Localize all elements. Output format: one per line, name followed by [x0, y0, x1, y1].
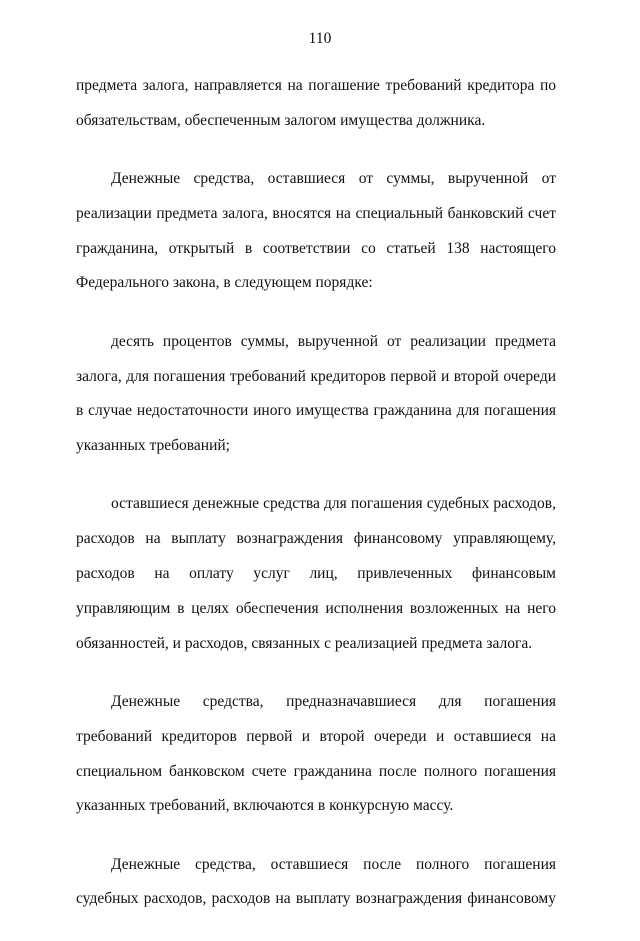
paragraph-5: Денежные средства, предназначавшиеся для погашения требований кредиторов первой и второй очереди и оставшиеся на специальном банковском счете гражданина после полного погашения указанных требований, включаются в конкурсную массу. — [76, 692, 556, 815]
paragraph-2: Денежные средства, оставшиеся от суммы, вырученной от реализации предмета залога, вносятся на специальный банковский счет гражданина, открытый в соответствии со статьей 138 настоящего Федерального закона, в следующем порядке: — [76, 170, 556, 292]
body-text — [76, 69, 556, 941]
paragraph-4: оставшиеся денежные средства для погашения судебных расходов, расходов на выплату вознаграждения финансовому управляющему, расходов на оплату услуг лиц, привлеченных финансовым управляющим в целях обеспечения исполнения возложенных на него обязанностей, и расходов, связанных с реализацией предмета залога. — [76, 495, 556, 652]
page-number: 110 — [308, 30, 332, 47]
paragraph-6: Денежные средства, оставшиеся после полного погашения судебных расходов, расходов на выплату вознаграждения финансовому — [76, 855, 556, 908]
paragraph-1: предмета залога, направляется на погашение требований кредитора по обязательствам, обеспеченным залогом имущества должника. — [76, 77, 556, 129]
paragraph-3: десять процентов суммы, вырученной от реализации предмета залога, для погашения требований кредиторов первой и второй очереди в случае недостаточности иного имущества гражданина для погашения указанных требований; — [76, 332, 556, 455]
